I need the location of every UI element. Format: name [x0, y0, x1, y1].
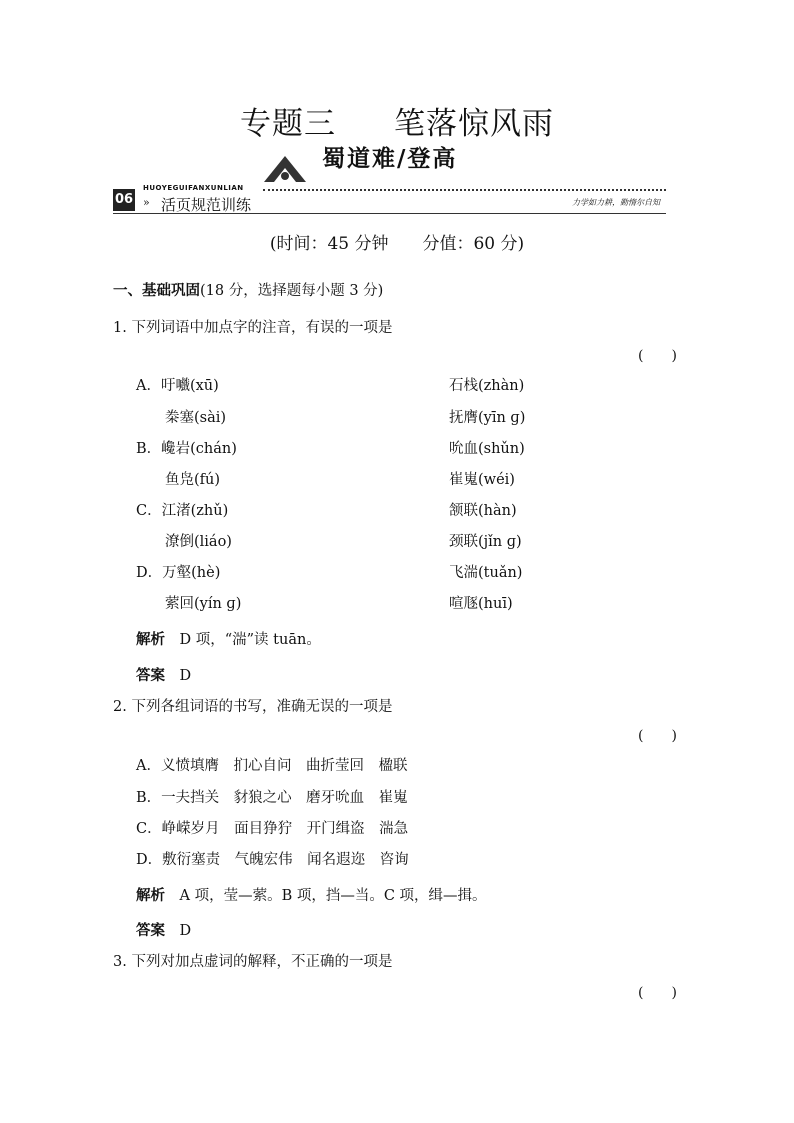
q2-option-b: B．一夫挡关 豺狼之心 磨牙吮血 崔嵬	[136, 790, 408, 806]
analysis-label: 解析	[136, 632, 165, 648]
q1-option-d-2: 飞湍(tuǎn)	[449, 565, 523, 581]
question-2-stem: 2. 下列各组词语的书写，准确无误的一项是	[113, 699, 393, 715]
motto: 力学如力耕，勤惰尔自知	[572, 198, 660, 207]
q1-option-d-1: D．万壑(hè)	[136, 565, 221, 581]
q1-option-b-1: B．巉岩(chán)	[136, 441, 237, 457]
answer-text: D	[179, 668, 192, 684]
title-right: 笔落惊风雨	[394, 106, 554, 142]
analysis-label: 解析	[136, 888, 165, 904]
q1-option-d-4: 喧豗(huī)	[449, 596, 513, 612]
q1-option-a-1: A．吁嚱(xū)	[136, 378, 219, 394]
section-english: HUOYEGUIFANXUNLIAN	[143, 184, 244, 192]
analysis-text: A 项，莹—萦。B 项，挡—当。C 项，缉—揖。	[179, 888, 487, 904]
q1-option-c-3: 潦倒(liáo)	[136, 534, 232, 550]
part-heading-title: 一、基础巩固	[113, 283, 200, 299]
q1-option-b-3: 鱼凫(fú)	[136, 472, 221, 488]
time-score: (时间：45 分钟 分值：60 分)	[269, 234, 525, 254]
q1-option-b-4: 崔嵬(wéi)	[449, 472, 515, 488]
section-label: 活页规范训练	[161, 196, 252, 214]
q1-option-c-1: C．江渚(zhǔ)	[136, 503, 229, 519]
subtitle: 蜀道难/登高	[322, 145, 458, 172]
q1-answer	[136, 664, 191, 685]
q2-analysis	[136, 884, 487, 905]
page-title	[0, 98, 794, 143]
q1-option-a-2: 石栈(zhàn)	[449, 378, 525, 394]
q1-option-c-4: 颈联(jǐn ɡ)	[449, 534, 522, 550]
answer-label: 答案	[136, 668, 165, 684]
section-header	[113, 183, 666, 215]
header-rule	[113, 213, 666, 214]
q1-option-a-4: 抚膺(yīn ɡ)	[449, 410, 526, 426]
q1-option-c-2: 颔联(hàn)	[449, 503, 517, 519]
q1-option-d-3: 萦回(yín ɡ)	[136, 596, 242, 612]
title-left: 专题三	[240, 106, 336, 142]
q1-analysis	[136, 628, 321, 649]
question-3-stem: 3. 下列对加点虚词的解释，不正确的一项是	[113, 954, 393, 970]
q2-option-a: A．义愤填膺 扪心自问 曲折莹回 楹联	[136, 758, 408, 774]
question-2-answer-blank[interactable]: ( )	[638, 728, 677, 744]
section-number: 06	[113, 189, 135, 211]
q2-answer	[136, 919, 191, 940]
question-1-answer-blank[interactable]: ( )	[638, 348, 677, 364]
dotted-divider	[263, 189, 666, 191]
mountain-logo-icon	[262, 154, 308, 184]
answer-text: D	[179, 923, 192, 939]
q1-option-a-3: 桊塞(sài)	[136, 410, 227, 426]
part-heading-note: (18 分，选择题每小题 3 分)	[200, 283, 384, 299]
analysis-text: D 项，“湍”读 tuān。	[179, 632, 321, 648]
part-heading	[113, 279, 383, 300]
q2-option-c: C．峥嵘岁月 面目狰狞 开门缉盗 湍急	[136, 821, 409, 837]
double-arrow-icon: »	[143, 196, 150, 209]
q2-option-d: D．敷衍塞责 气魄宏伟 闻名遐迩 咨询	[136, 852, 409, 868]
question-1-stem: 1. 下列词语中加点字的注音，有误的一项是	[113, 320, 393, 336]
question-3-answer-blank[interactable]: ( )	[638, 985, 677, 1001]
q1-option-b-2: 吮血(shǔn)	[449, 441, 525, 457]
answer-label: 答案	[136, 923, 165, 939]
